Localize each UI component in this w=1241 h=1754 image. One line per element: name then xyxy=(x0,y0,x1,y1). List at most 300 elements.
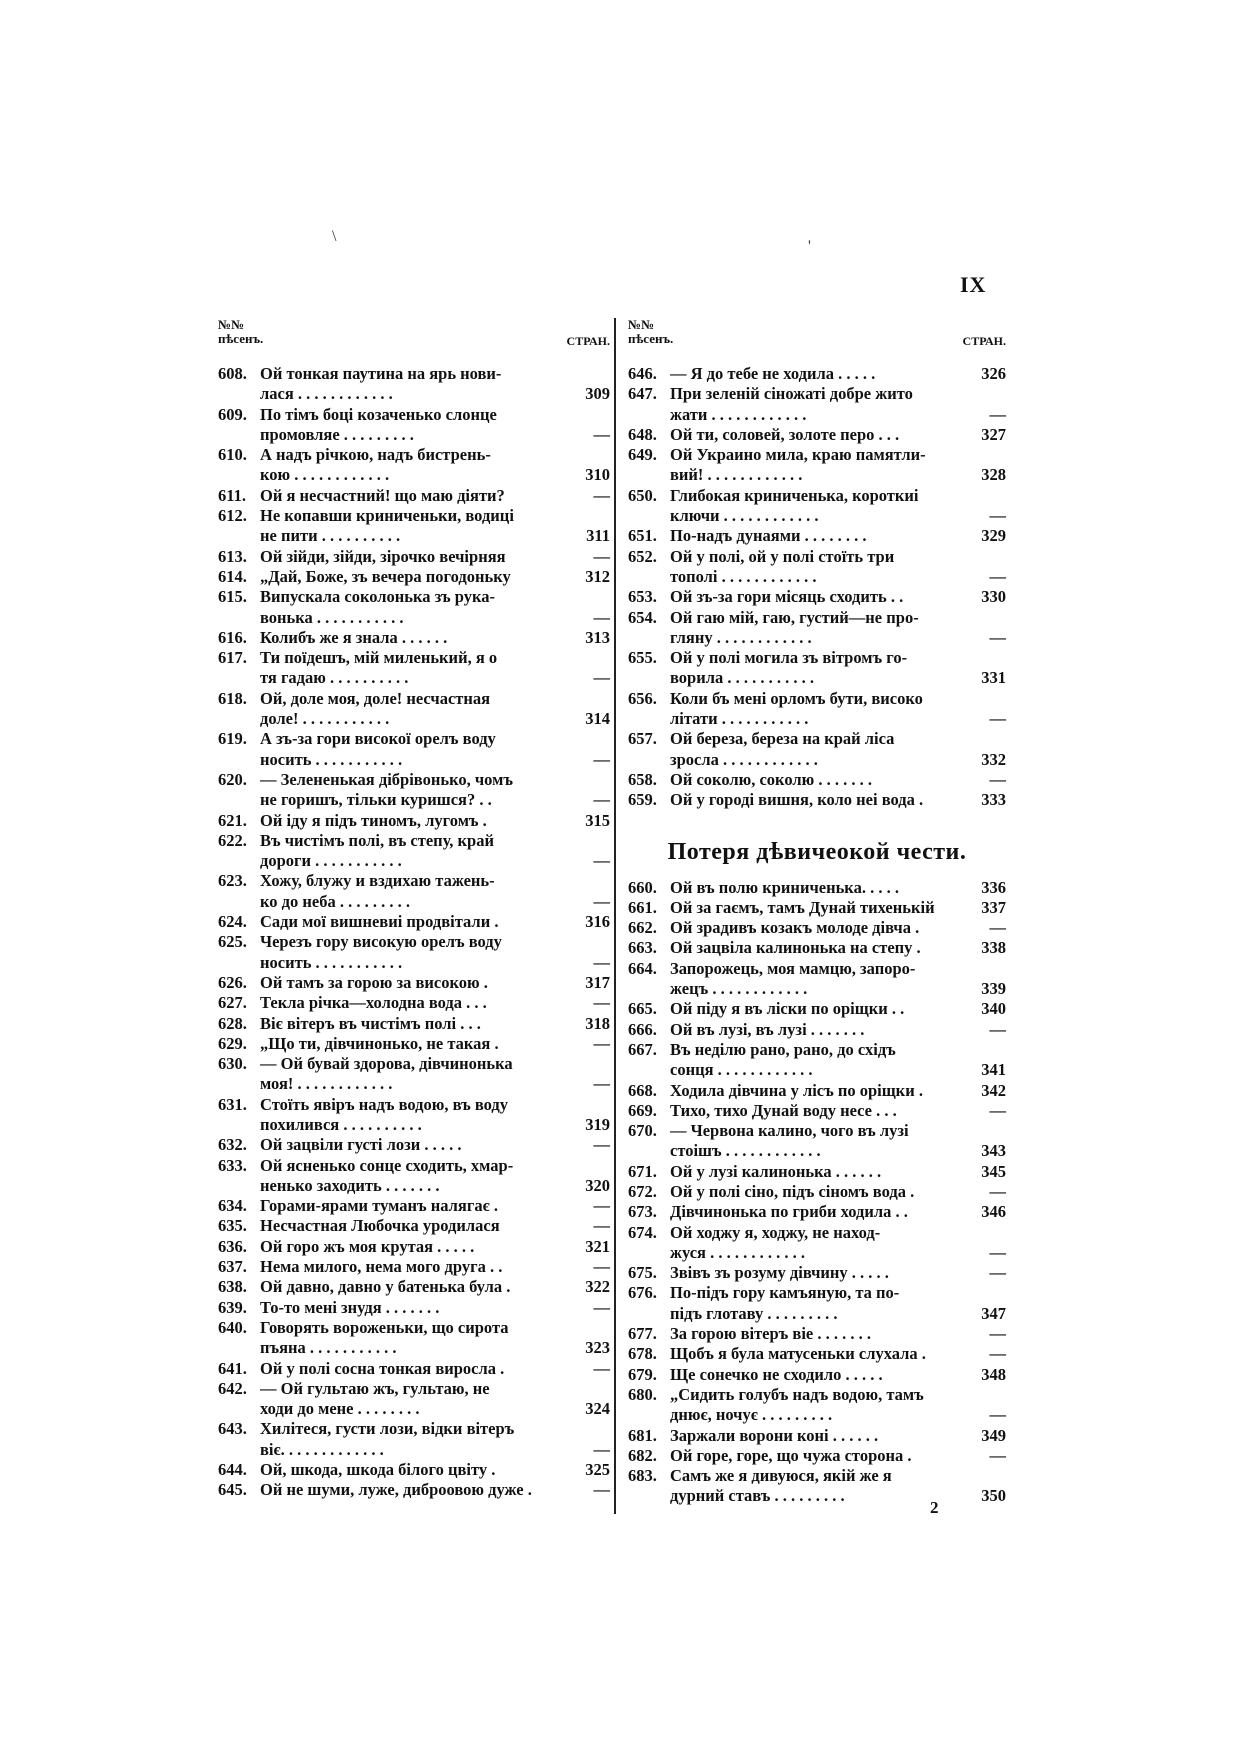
song-number: 677. xyxy=(628,1324,657,1344)
page-ref: — xyxy=(593,1135,610,1155)
toc-entry xyxy=(628,648,1006,689)
song-title xyxy=(260,1277,572,1297)
song-title xyxy=(670,999,968,1019)
toc-entry xyxy=(628,1263,1006,1283)
toc-entry xyxy=(628,1365,1006,1385)
song-title xyxy=(670,1283,968,1324)
title-line: „Що ти, дівчинонько, не такая . xyxy=(260,1033,499,1053)
toc-entry xyxy=(218,912,610,932)
title-line: — Червона калино, чого въ лузі xyxy=(670,1121,909,1141)
title-line: Глибокая криниченька, короткиі xyxy=(670,485,919,505)
page-ref: — xyxy=(989,1100,1006,1120)
song-title xyxy=(670,1020,968,1040)
title-line: Ой у полі сіно, підъ сіномъ вода . xyxy=(670,1181,915,1201)
title-line: ко до неба . . . . . . . . . xyxy=(260,891,410,911)
song-number: 638. xyxy=(218,1277,247,1297)
song-title xyxy=(260,1379,572,1420)
title-line: ненько заходить . . . . . . . xyxy=(260,1175,440,1195)
title-line: То-то мені знудя . . . . . . . xyxy=(260,1297,440,1317)
title-line: По-підъ гору камъяную, та по- xyxy=(670,1283,900,1303)
page-ref: — xyxy=(989,1445,1006,1465)
title-line: Ой іду я підъ тиномъ, лугомъ . xyxy=(260,810,487,830)
title-line: вий! . . . . . . . . . . . . xyxy=(670,465,803,485)
toc-entry xyxy=(218,993,610,1013)
page-ref: 346 xyxy=(981,1202,1006,1222)
toc-entry xyxy=(628,425,1006,445)
title-line: Ой у полі сосна тонкая виросла . xyxy=(260,1358,505,1378)
toc-entry xyxy=(628,1446,1006,1466)
song-title xyxy=(670,878,968,898)
song-title xyxy=(670,689,968,730)
title-line: Ой тонкая паутина на ярь нови- xyxy=(260,364,502,383)
song-number: 666. xyxy=(628,1019,657,1039)
page-ref: — xyxy=(593,851,610,871)
song-title xyxy=(670,1182,968,1202)
toc-entry xyxy=(218,547,610,567)
page-heading: СТРАН. xyxy=(962,334,1006,348)
title-line: Запорожець, моя мамцю, запоро- xyxy=(670,958,916,978)
title-line: Черезъ гору високую орелъ воду xyxy=(260,932,502,952)
song-number: 637. xyxy=(218,1257,247,1277)
song-title xyxy=(670,1365,968,1385)
entry-list xyxy=(628,364,1006,811)
song-number: 622. xyxy=(218,830,247,850)
toc-entry xyxy=(628,608,1006,649)
song-number: 618. xyxy=(218,688,247,708)
song-title xyxy=(260,1318,572,1359)
toc-entry xyxy=(628,918,1006,938)
song-number: 641. xyxy=(218,1358,247,1378)
song-title xyxy=(670,729,968,770)
toc-entry xyxy=(628,1283,1006,1324)
title-line: — Зелененькая дібрівонько, чомъ xyxy=(260,769,513,789)
title-line: Ой горо жъ моя крутая . . . . . xyxy=(260,1236,475,1256)
song-number: 674. xyxy=(628,1222,657,1242)
toc-entry xyxy=(218,1054,610,1095)
title-line: Въ чистімъ полі, въ степу, край xyxy=(260,830,494,850)
song-title xyxy=(260,648,572,689)
page-ref: 336 xyxy=(981,877,1006,897)
toc-entry xyxy=(218,1419,610,1460)
title-line: При зеленій сіножаті добре жито xyxy=(670,384,913,404)
song-title xyxy=(670,547,968,588)
page-ref: — xyxy=(593,993,610,1013)
song-title xyxy=(260,993,572,1013)
entry-list xyxy=(218,364,610,1501)
song-number: 627. xyxy=(218,993,247,1013)
song-number: 610. xyxy=(218,445,247,465)
song-number: 664. xyxy=(628,958,657,978)
song-title xyxy=(670,1040,968,1081)
song-number: 657. xyxy=(628,729,657,749)
page-ref: — xyxy=(593,749,610,769)
song-number: 668. xyxy=(628,1080,657,1100)
toc-entry xyxy=(628,1162,1006,1182)
title-line: доле! . . . . . . . . . . . xyxy=(260,709,390,729)
song-number: 634. xyxy=(218,1196,247,1216)
song-number: 643. xyxy=(218,1419,247,1439)
title-line: Текла річка—холодна вода . . . xyxy=(260,993,487,1013)
song-title xyxy=(260,1135,572,1155)
title-line: За горою вітеръ віе . . . . . . . xyxy=(670,1324,871,1344)
page-ref: — xyxy=(593,1257,610,1277)
title-line: лася . . . . . . . . . . . . xyxy=(260,384,393,404)
print-mark: \ xyxy=(332,228,337,245)
song-number: 656. xyxy=(628,688,657,708)
toc-entry xyxy=(218,1196,610,1216)
song-number: 614. xyxy=(218,566,247,586)
song-title xyxy=(260,364,572,405)
song-title xyxy=(260,486,572,506)
page-ref: — xyxy=(989,1405,1006,1425)
page-ref: 343 xyxy=(981,1141,1006,1161)
song-title xyxy=(260,1419,572,1460)
toc-entry xyxy=(218,628,610,648)
title-line: кою . . . . . . . . . . . . xyxy=(260,465,390,485)
title-line: Ой береза, береза на край ліса xyxy=(670,729,895,749)
toc-entry xyxy=(218,486,610,506)
title-line: не горишъ, тільки куришся? . . xyxy=(260,790,492,810)
title-line: Горами-ярами туманъ налягає . xyxy=(260,1196,498,1216)
title-line: ворила . . . . . . . . . . . xyxy=(670,668,814,688)
page-ref: — xyxy=(593,1480,610,1500)
song-number: 654. xyxy=(628,607,657,627)
title-line: — Ой бувай здорова, дівчинонька xyxy=(260,1054,513,1074)
song-number: 630. xyxy=(218,1054,247,1074)
title-line: По-надъ дунаями . . . . . . . . xyxy=(670,526,867,546)
toc-entry xyxy=(218,1257,610,1277)
title-line: Щобъ я була матусеньки слухала . xyxy=(670,1344,926,1364)
song-title xyxy=(260,1014,572,1034)
toc-entry xyxy=(628,938,1006,958)
title-line: Ой піду я въ ліски по оріщки . . xyxy=(670,999,905,1019)
title-line: Ой зацвіли густі лози . . . . . xyxy=(260,1135,462,1155)
song-number: 640. xyxy=(218,1317,247,1337)
song-title xyxy=(670,1426,968,1446)
toc-entry xyxy=(218,871,610,912)
title-line: віє. . . . . . . . . . . . . xyxy=(260,1439,384,1459)
title-line: Ой соколю, соколю . . . . . . . xyxy=(670,769,872,789)
song-number: 649. xyxy=(628,445,657,465)
song-number: 650. xyxy=(628,485,657,505)
page-ref: 322 xyxy=(585,1277,610,1297)
page-ref: — xyxy=(593,1074,610,1094)
page-ref: — xyxy=(989,1344,1006,1364)
title-line: Ой зъ-за гори місяць сходить . . xyxy=(670,587,904,607)
toc-entry xyxy=(218,1277,610,1297)
page-ref: 315 xyxy=(585,810,610,830)
toc-entry xyxy=(628,1121,1006,1162)
song-number: 623. xyxy=(218,871,247,891)
song-number: 639. xyxy=(218,1297,247,1317)
title-line: Ой ясненько сонце сходить, хмар- xyxy=(260,1155,514,1175)
title-line: Сади мої вишневиі продвітали . xyxy=(260,912,499,932)
song-title xyxy=(670,1263,968,1283)
song-title xyxy=(260,1460,572,1480)
title-line: пъяна . . . . . . . . . . . xyxy=(260,1338,397,1358)
song-title xyxy=(670,1466,968,1507)
song-title xyxy=(260,1034,572,1054)
song-title xyxy=(260,871,572,912)
page-ref: — xyxy=(593,1216,610,1236)
song-title xyxy=(670,445,968,486)
toc-entry xyxy=(628,1101,1006,1121)
toc-entry xyxy=(218,973,610,993)
song-title xyxy=(670,587,968,607)
title-line: дурний ставъ . . . . . . . . . xyxy=(670,1486,845,1506)
song-number: 651. xyxy=(628,526,657,546)
title-line: дороги . . . . . . . . . . . xyxy=(260,851,402,871)
song-title xyxy=(670,1162,968,1182)
page-ref: 309 xyxy=(585,384,610,404)
page-ref: 311 xyxy=(586,526,610,546)
page-ref: — xyxy=(989,1181,1006,1201)
page-ref: 331 xyxy=(981,668,1006,688)
song-title xyxy=(670,608,968,649)
song-title xyxy=(260,912,572,932)
song-title xyxy=(260,567,572,587)
song-title xyxy=(670,1101,968,1121)
title-line: Ой, шкода, шкода білого цвіту . xyxy=(260,1460,496,1480)
song-title xyxy=(260,587,572,628)
page-ref: — xyxy=(593,485,610,505)
title-line: Дівчинонька по гриби ходила . . xyxy=(670,1202,908,1222)
toc-entry xyxy=(628,1426,1006,1446)
song-title xyxy=(260,1257,572,1277)
song-number: 671. xyxy=(628,1161,657,1181)
song-title xyxy=(670,1446,968,1466)
page-ref: 330 xyxy=(981,587,1006,607)
song-number: 670. xyxy=(628,1121,657,1141)
song-number: 683. xyxy=(628,1466,657,1486)
song-title xyxy=(670,1324,968,1344)
song-number: 652. xyxy=(628,546,657,566)
page-ref: — xyxy=(593,607,610,627)
print-mark: ' xyxy=(808,238,811,255)
title-line: Нема милого, нема мого друга . . xyxy=(260,1257,503,1277)
page-ref: 339 xyxy=(981,979,1006,999)
title-line: Ой горе, горе, що чужа сторона . xyxy=(670,1445,912,1465)
toc-entry xyxy=(628,547,1006,588)
song-title xyxy=(260,1298,572,1318)
section-title: Потеря дѣвичеокой чести. xyxy=(667,838,967,865)
title-line: — Я до тебе не ходила . . . . . xyxy=(670,364,876,383)
page-ref: 314 xyxy=(585,709,610,729)
title-line: носить . . . . . . . . . . . xyxy=(260,749,403,769)
song-number: 662. xyxy=(628,918,657,938)
column-header xyxy=(218,318,610,364)
title-line: вонька . . . . . . . . . . . xyxy=(260,607,404,627)
song-number-heading: №№ пѣсенъ. xyxy=(218,317,264,346)
page-ref: 319 xyxy=(585,1114,610,1134)
toc-entry xyxy=(218,1216,610,1236)
title-line: Заржали ворони коні . . . . . . xyxy=(670,1425,879,1445)
title-line: гляну . . . . . . . . . . . . xyxy=(670,627,812,647)
song-title xyxy=(670,384,968,425)
title-line: Ти поїдешъ, мій миленький, я о xyxy=(260,648,498,668)
toc-entry xyxy=(628,878,1006,898)
toc-entry xyxy=(628,384,1006,425)
title-line: Самъ же я дивуюся, якій же я xyxy=(670,1466,892,1486)
toc-entry xyxy=(218,831,610,872)
toc-entry xyxy=(218,1135,610,1155)
song-number: 616. xyxy=(218,627,247,647)
toc-entry xyxy=(218,364,610,405)
song-title xyxy=(670,790,968,810)
page-ref: 310 xyxy=(585,465,610,485)
toc-entry xyxy=(628,526,1006,546)
song-number: 642. xyxy=(218,1378,247,1398)
song-title xyxy=(260,506,572,547)
title-line: підъ глотаву . . . . . . . . . xyxy=(670,1303,838,1323)
song-title xyxy=(670,770,968,790)
toc-entry xyxy=(218,1237,610,1257)
song-number: 661. xyxy=(628,897,657,917)
toc-entry xyxy=(218,506,610,547)
song-number: 681. xyxy=(628,1425,657,1445)
song-title xyxy=(670,526,968,546)
song-title xyxy=(670,1081,968,1101)
title-line: По тімъ боці козаченько слонце xyxy=(260,404,497,424)
toc-entry xyxy=(628,770,1006,790)
song-number: 636. xyxy=(218,1236,247,1256)
song-number: 633. xyxy=(218,1155,247,1175)
song-title xyxy=(260,1095,572,1136)
title-line: Ой ти, соловей, золоте перо . . . xyxy=(670,424,900,444)
page-ref: — xyxy=(989,1324,1006,1344)
song-number: 667. xyxy=(628,1039,657,1059)
song-number: 629. xyxy=(218,1033,247,1053)
page-ref: — xyxy=(989,769,1006,789)
song-number: 615. xyxy=(218,587,247,607)
page-ref: 321 xyxy=(585,1236,610,1256)
title-line: Ой я несчастний! що маю діяти? xyxy=(260,485,505,505)
song-number: 663. xyxy=(628,938,657,958)
toc-entry xyxy=(218,729,610,770)
song-number: 646. xyxy=(628,364,657,383)
toc-entry xyxy=(628,1202,1006,1222)
song-number: 621. xyxy=(218,810,247,830)
page-ref: 350 xyxy=(981,1486,1006,1506)
page-ref: — xyxy=(593,546,610,566)
title-line: „Сидить голубъ надъ водою, тамъ xyxy=(670,1384,924,1404)
title-line: днює, ночує . . . . . . . . . xyxy=(670,1405,833,1425)
title-line: Звівъ зъ розуму дівчину . . . . . xyxy=(670,1263,889,1283)
toc-entry xyxy=(218,1095,610,1136)
song-number: 680. xyxy=(628,1384,657,1404)
page-ref: 349 xyxy=(981,1425,1006,1445)
page-ref: — xyxy=(593,1196,610,1216)
song-number: 632. xyxy=(218,1135,247,1155)
toc-entry xyxy=(628,1182,1006,1202)
song-title xyxy=(670,425,968,445)
song-title xyxy=(260,729,572,770)
title-line: Ой въ полю криниченька. . . . . xyxy=(670,877,899,897)
page-ref: 324 xyxy=(585,1399,610,1419)
page-ref: — xyxy=(989,709,1006,729)
song-title xyxy=(260,1480,572,1500)
song-number: 648. xyxy=(628,424,657,444)
title-line: Не копавши криниченьки, водиці xyxy=(260,506,514,526)
song-number: 635. xyxy=(218,1216,247,1236)
title-line: тополі . . . . . . . . . . . . xyxy=(670,566,817,586)
title-line: літати . . . . . . . . . . . xyxy=(670,709,809,729)
page-ref: 317 xyxy=(585,972,610,992)
song-title xyxy=(260,932,572,973)
page-ref: 348 xyxy=(981,1364,1006,1384)
title-line: похилився . . . . . . . . . . xyxy=(260,1114,422,1134)
song-title xyxy=(260,445,572,486)
title-line: ключи . . . . . . . . . . . . xyxy=(670,506,819,526)
page-ref: — xyxy=(593,1439,610,1459)
song-number: 682. xyxy=(628,1445,657,1465)
song-title xyxy=(670,898,968,918)
toc-entry xyxy=(628,364,1006,384)
entry-list xyxy=(628,878,1006,1507)
toc-entry xyxy=(628,587,1006,607)
title-line: Ой ходжу я, ходжу, не наход- xyxy=(670,1222,881,1242)
song-title xyxy=(260,973,572,993)
title-line: Колибъ же я знала . . . . . . xyxy=(260,627,448,647)
song-number: 620. xyxy=(218,769,247,789)
title-line: Говорять вороженьки, що сирота xyxy=(260,1317,509,1337)
song-number: 673. xyxy=(628,1202,657,1222)
song-title xyxy=(260,770,572,811)
title-line: Ой Украино мила, краю памятли- xyxy=(670,445,926,465)
title-line: Ой у лузі калинонька . . . . . . xyxy=(670,1161,882,1181)
song-number: 631. xyxy=(218,1094,247,1114)
toc-entry xyxy=(218,1359,610,1379)
page-ref: — xyxy=(593,1297,610,1317)
toc-entry xyxy=(218,1480,610,1500)
title-line: зросла . . . . . . . . . . . . xyxy=(670,749,818,769)
toc-entry xyxy=(628,898,1006,918)
title-line: носить . . . . . . . . . . . xyxy=(260,952,403,972)
page-heading: СТРАН. xyxy=(566,334,610,348)
title-line: промовляе . . . . . . . . . xyxy=(260,424,414,444)
title-line: „Дай, Боже, зъ вечера погодоньку xyxy=(260,566,511,586)
toc-entry xyxy=(628,1040,1006,1081)
song-title xyxy=(260,1237,572,1257)
page-ref: 316 xyxy=(585,912,610,932)
page-ref: 323 xyxy=(585,1338,610,1358)
page-ref: 337 xyxy=(981,897,1006,917)
page-ref: — xyxy=(593,1358,610,1378)
toc-entry xyxy=(628,959,1006,1000)
song-number: 672. xyxy=(628,1181,657,1201)
song-title xyxy=(670,959,968,1000)
song-title xyxy=(670,648,968,689)
song-title xyxy=(260,1359,572,1379)
song-title xyxy=(670,1344,968,1364)
song-number-heading: №№ пѣсенъ. xyxy=(628,317,674,346)
toc-entry xyxy=(628,1385,1006,1426)
song-number: 676. xyxy=(628,1283,657,1303)
song-number: 655. xyxy=(628,648,657,668)
song-number: 625. xyxy=(218,932,247,952)
column-header xyxy=(628,318,1006,364)
toc-entry xyxy=(218,1379,610,1420)
toc-entry xyxy=(218,1156,610,1197)
song-number: 678. xyxy=(628,1344,657,1364)
toc-entry xyxy=(218,1034,610,1054)
toc-entry xyxy=(218,1460,610,1480)
page-ref: 347 xyxy=(981,1303,1006,1323)
song-number: 659. xyxy=(628,790,657,810)
toc-entry xyxy=(218,932,610,973)
song-title xyxy=(670,1385,968,1426)
toc-entry xyxy=(218,1298,610,1318)
